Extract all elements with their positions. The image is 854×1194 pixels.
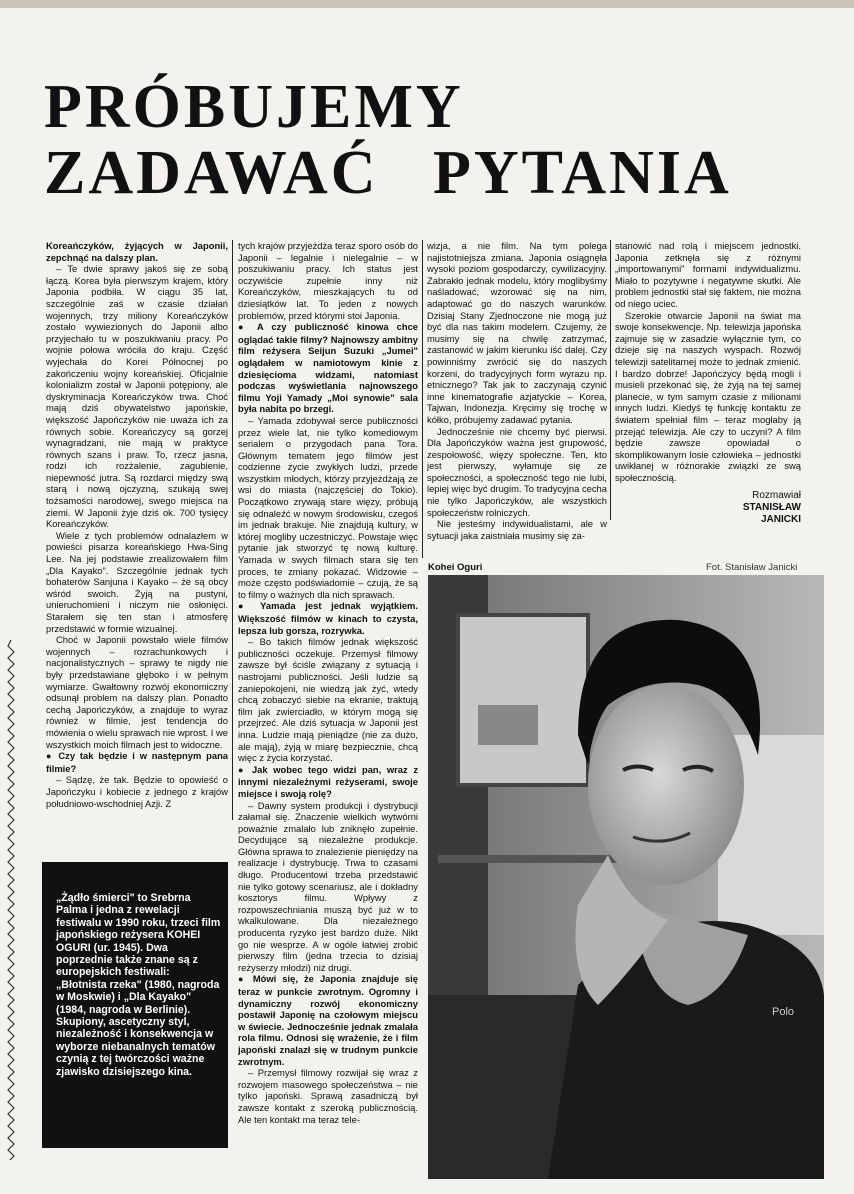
interview-question (238, 600, 418, 636)
bullet-icon: ● (46, 751, 59, 762)
signature-name-2: JANICKI (760, 514, 801, 525)
article-paragraph: – Bo takich filmów jednak większość publiczności oczekuje. Przemysł filmowy zawsze był ściśle związany z sytuacją i nastrojami publiczności. Jeśli ludzie są zaniepokojeni, nie wiedzą jak żyć, wtedy chcą zobaczyć siebie na ekranie, traktują film jak zwierciadło, w którym mogą się przejrzeć. Ale dziś sytuacja w Japonii jest inna. Ludzie mają pieniądze (nie za dużo, ale mają), żyją w miarę bezpiecznie, chcą więc z życia korzystać. (238, 636, 418, 764)
question-text: Jak wobec tego widzi pan, wraz z innymi niezależnymi reżyserami, swoje miejsce i swoją rolę? (238, 763, 418, 799)
article-paragraph: tych krajów przyjeżdża teraz sporo osób do Japonii – legalnie i nielegalnie – w poszukiwaniu pracy. Ich status jest oczywiście zupełnie inny niż Koreańczyków, mieszkających tu od dziesiątków lat. To jeden z nowych problemów, przed którymi stoi Japonia. (238, 240, 418, 321)
bullet-icon: ● (238, 764, 252, 775)
portrait-illustration (428, 575, 824, 1179)
question-text: A czy publiczność kinowa chce oglądać takie filmy? Najnowszy ambitny film reżysera Seijun Suzuki „Jumei" oglądałem w namiotowym kinie z dziesięcioma widzami, natomiast podczas wyświetlania najnowszego filmu Yoji Yamady „Moi synowie" sala była nabita po brzegi. (238, 321, 418, 415)
article-paragraph: Koreańczyków, żyjących w Japonii, zepchnąć na dalszy plan. (46, 240, 228, 263)
sweater-logo-text: Polo (772, 1006, 795, 1018)
signature-label: Rozmawiał (752, 490, 801, 501)
portrait-photo (428, 575, 824, 1179)
top-edge (0, 0, 854, 8)
article-paragraph: stanowić nad rolą i miejscem jednostki. Japonia zetknęła się z różnymi „importowanymi" formami indywidualizmu. Miało to pozytywne i negatywne skutki. Ale problem jednostki stał się faktem, nie można od niego uciec. (615, 240, 801, 309)
column-rule (422, 240, 423, 558)
headline-line-2: ZADAWAĆ PYTANIA (44, 139, 732, 207)
column-rule (232, 240, 233, 820)
bullet-icon: ● (238, 322, 257, 333)
article-paragraph: – Yamada zdobywał serce publiczności przez wiele lat, nie tylko komediowym serialem o przygodach pana Tora. Głównym tematem jego filmów jest codzienne życie zwykłych ludzi, przede wszystkim młodych, którzy przyjeżdżają ze wsi do miasta (najczęściej do Tokio). Początkowo zrywają stare więzy, próbują się odnaleźć w nowym środowisku, czegoś im jednak brakuje. Nie znajdują kultury, w której mogliby uczestniczyć. Powstaje więc pytanie jak stworzyć tę nową kulturę. Yamada w swych filmach stara się ten proces, te zmiany pokazać. Widzowie – może często podświadomie – czują, że są to filmy o ważnych dla nich sprawach. (238, 414, 418, 600)
article-paragraph: Jednocześnie nie chcemy być pierwsi. Dla Japończyków ważna jest grupowość, zespołowość, więzy społeczne. Ten, kto jest pierwszy, wyłamuje się ze społeczności, a społeczność tego nie lubi, lepiej więc być drugim. To tradycyjna cecha nie tylko Japończyków, ale wszystkich społeczeństw rolniczych. (427, 425, 607, 518)
bullet-icon: ● (238, 974, 253, 985)
interviewer-signature (615, 490, 801, 526)
margin-zigzag-decoration (6, 640, 16, 1160)
question-text: Czy tak będzie i w następnym pana filmie? (46, 750, 228, 774)
bullet-icon: ● (238, 601, 261, 612)
sidebar-text: „Żądło śmierci" to Srebrna Palma i jedna z rewelacji festiwalu w 1990 roku, trzeci film japońskiego reżysera KOHEI OGURI (ur. 1945). Dwa poprzednie także znane są z europejskich festiwali: „Błotnista rzeka" (1980, nagroda w Moskwie) i „Dla Kayako" (1984, nagroda w Berlinie). Skupiony, ascetyczny styl, niezależność i konsekwencja w wyborze niebanalnych tematów czynią z tej twórczości ważne zjawisko dzisiejszego kina. (56, 892, 221, 1078)
article-paragraph: – Sądzę, że tak. Będzie to opowieść o Japończyku i kobiecie z jednego z krajów południowo-wschodniej Azji. Z (46, 774, 228, 809)
interview-question (238, 973, 418, 1067)
interview-question (238, 321, 418, 415)
article-paragraph: Wiele z tych problemów odnalazłem w powieści pisarza koreańskiego Hwa-Sing Lee. Na jej podstawie zrealizowałem film „Dla Kayako". Szczególnie jednak tych bohaterów Sanjuna i Kayako – że są obcy wśród swoich. Żyją na pustyni, unieruchomieni i niczym nie osłonięci. Starałem się ten stan i atmosferę przedstawić w formie wizualnej. (46, 529, 228, 634)
article-paragraph: – Dawny system produkcji i dystrybucji załamał się. Znaczenie wielkich wytwórni poważnie zmalało lub zniknęło zupełnie. Decydujące są niezależne produkcje. Główna sprawa to znalezienie pieniędzy na realizacje i dystrybucję. Trwa to czasami długo. Producentowi trzeba przedstawić nie tylko gotowy scenariusz, ale i dokładny kosztorys filmu. Wpływy z rozpowszechniania muszą być już w to wkalkulowane. Dla niezależnego producenta ryzyko jest bardzo duże. Nikt go nie wesprze. A w ogóle łatwiej zrobić pierwszy film (jedna trzecia to dzisiaj reżyserzy młodzi) niż drugi. (238, 799, 418, 973)
column-rule (610, 240, 611, 520)
photo-caption: Kohei Oguri (428, 562, 483, 573)
signature-name-1: STANISŁAW (742, 502, 801, 513)
article-headline (44, 74, 834, 206)
article-column-1 (46, 240, 228, 820)
article-paragraph: – Te dwie sprawy jakoś się ze sobą łączą. Korea była pierwszym krajem, który Japonia podbiła. W ciągu 35 lat, szczególnie zaś w czasie działań wojennych, trzy miliony Koreańczyków zostało wywiezionych do Japonii albo przyjechało tu w poszukiwaniu pracy. Po wojnie połowa wróciła do kraju. Część wyjechała do Korei Północnej po zakończeniu wojny koreańskiej. Oficjalnie kolonializm został w Japonii potępiony, ale dyskryminacja Koreańczyków trwa. Choć mają dziś obywatelstwo japońskie, większość Japończyków nie uważa ich za równych sobie. Koreańczycy są gorzej wynagradzani, nie mają w praktyce równych szans i praw. To, rzecz jasna, rodzi ich rozżalenie, zagubienie, niepewność jutra. Są rozdarci między swą starą i nową ojczyzną, szukają swej tożsamości narodowej, swego miejsca na ziemi. W Japonii żyje dziś ok. 700 tysięcy Koreańczyków. (46, 263, 228, 530)
interview-question (46, 750, 228, 774)
article-paragraph: Nie jesteśmy indywidualistami, ale w sytuacji jaka zaistniała musimy się za- (427, 518, 607, 541)
question-text: Yamada jest jednak wyjątkiem. Większość filmów w kinach to czysta, lepsza lub gorsza, rozrywka. (238, 600, 418, 636)
photo-credit: Fot. Stanisław Janicki (706, 562, 798, 573)
article-column-4 (615, 240, 801, 510)
article-paragraph: Szerokie otwarcie Japonii na świat ma swoje konsekwencje. Np. telewizja japońska zajmuje się w zasadzie wyłącznie tym, co dzieje się na naszych wyspach. Rozwój telewizji satelitarnej może to jednak zmienić. I bardzo dobrze! Japończycy będą mogli i musieli przekonać się, że żyją na tej samej planecie, w tym samym czasie z milionami innych ludzi. Kiedyś tę funkcję kontaktu ze światem spełniał film – teraz mogłaby ją przejąć telewizja. Ale czy to uczyni? A film będzie zawsze opowiadał o skomplikowanym losie człowieka – jednostki uwikłanej w różnorakie związki ze swą społecznością. (615, 309, 801, 483)
sidebar-box (42, 862, 228, 1148)
question-text: Mówi się, że Japonia znajduje się teraz w punkcie zwrotnym. Ogromny i dynamiczny rozwój ekonomiczny postawił Japonię na czołowym miejscu w świecie. Jednocześnie jednak zmalała rola filmu. Odnosi się wrażenie, że i film japoński znalazł się w trudnym punkcie zwrotnym. (238, 973, 418, 1067)
article-paragraph: – Przemysł filmowy rozwijał się wraz z rozwojem masowego społeczeństwa – nie tylko japoński. Sprawą zasadniczą był zawsze kontakt z szeroką publicznością. Ale ten kontakt ma teraz tele- (238, 1067, 418, 1125)
interview-question (238, 764, 418, 800)
article-column-3 (427, 240, 607, 558)
article-paragraph: wizja, a nie film. Na tym polega najistotniejsza zmiana. Japonia osiągnęła wysoki poziom gospodarczy, cywilizacyjny. Zabrakło jednak modelu, który moglibyśmy naśladować, wzorować się na nim, adaptować go do naszych warunków. Dzisiaj Stany Zjednoczone nie mogą już być dla nas takim modelem. Czujemy, że musimy się na chwilę zatrzymać, zastanowić w jakim kierunku iść dalej. Czy powinniśmy zwrócić się do naszych korzeni, do tradycyjnych form wyrazu np. etnicznego? Tak jak to zaczynają czynić inne kinematografie azjatyckie – Korea, Tajwan, Indonezja. Kręcimy się trochę w kółko, próbujemy zadawać pytania. (427, 240, 607, 425)
headline-line-1: PRÓBUJEMY (44, 73, 464, 141)
article-column-2 (238, 240, 418, 1150)
article-paragraph: Choć w Japonii powstało wiele filmów wojennych – rozrachunkowych i nacjonalistycznych – sprawy te nigdy nie były przedstawiane głęboko i w pełnym wymiarze. Gwałtowny rozwój ekonomiczny odsunął problem na dalszy plan. Ponadto cechą Japończyków, a znajduje to wyraz również w filmie, jest tendencja do mówienia o wielu sprawach nie wprost. I we wszystkich moich filmach jest to widoczne. (46, 634, 228, 750)
